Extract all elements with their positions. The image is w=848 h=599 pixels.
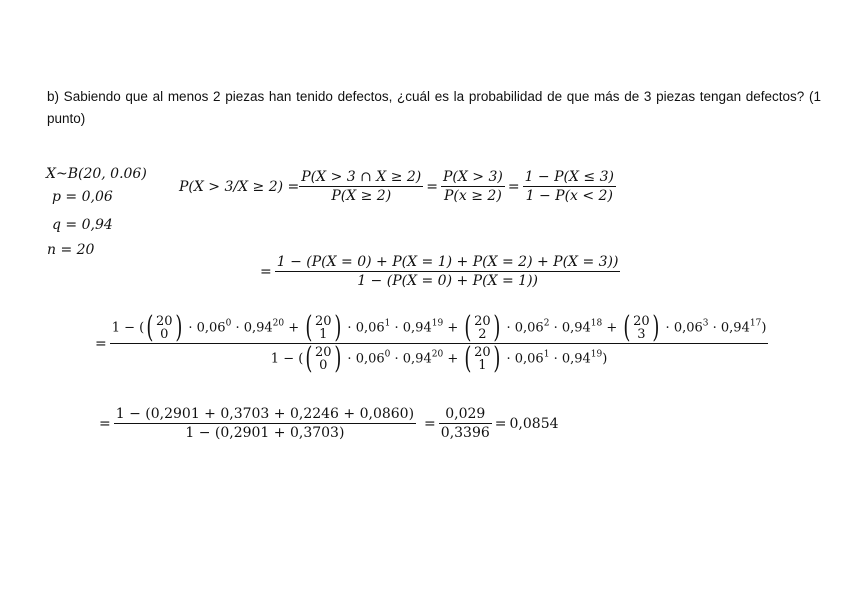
line1-f1-denominator: P(X ≥ 2) <box>331 188 392 204</box>
plus-operator: + <box>443 351 463 367</box>
left-paren: ( <box>305 310 313 345</box>
p-exponent: 1 <box>543 349 550 360</box>
q-base: 0,94 <box>243 320 273 336</box>
binomial-k: 1 <box>319 327 328 342</box>
dot-operator: · <box>549 351 562 367</box>
binomial-coefficient <box>303 341 343 376</box>
p-base: 0,06 <box>355 351 385 367</box>
close-paren: ) <box>761 320 767 336</box>
right-paren: ) <box>652 310 660 345</box>
binomial-coefficient <box>462 310 502 345</box>
binomial-n: 20 <box>315 314 332 329</box>
line1-f1-numerator: P(X > 3 ∩ X ≥ 2) <box>301 169 422 185</box>
equals-sign: = <box>95 335 107 352</box>
q-value: q = 0,94 <box>52 217 113 233</box>
dot-operator: · <box>390 320 403 336</box>
equals-sign: = <box>424 415 436 432</box>
q-exponent: 18 <box>590 318 603 329</box>
binomial-stack <box>315 315 332 341</box>
numeric-result-line <box>96 405 559 442</box>
line3-denominator <box>269 341 610 376</box>
p-base: 0,06 <box>514 351 544 367</box>
dot-operator: · <box>343 351 356 367</box>
line1-fraction-3 <box>523 168 616 205</box>
line3-numerator <box>110 310 769 345</box>
distribution-label: X~B(20, 0.06) <box>46 166 147 182</box>
left-paren: ( <box>146 310 154 345</box>
dot-operator: · <box>502 351 515 367</box>
binomial-coefficient <box>303 310 343 345</box>
binomial-n: 20 <box>315 345 332 360</box>
right-paren: ) <box>333 341 341 376</box>
dot-operator: · <box>390 351 403 367</box>
q-exponent: 20 <box>431 349 444 360</box>
p-base: 0,06 <box>196 320 226 336</box>
line4-fraction-2 <box>439 405 492 442</box>
q-exponent: 19 <box>590 349 603 360</box>
binomial-expansion-line <box>92 310 768 376</box>
p-base: 0,06 <box>673 320 703 336</box>
line4-f1-denominator: 1 − (0,2901 + 0,3703) <box>185 425 345 441</box>
line1-f3-numerator: 1 − P(X ≤ 3) <box>524 169 614 185</box>
line2-fraction <box>275 253 621 290</box>
q-base: 0,94 <box>561 320 591 336</box>
plus-operator: + <box>284 320 304 336</box>
left-paren: ( <box>623 310 631 345</box>
q-exponent: 20 <box>272 318 285 329</box>
line4-fraction-1 <box>114 405 416 442</box>
dot-operator: · <box>231 320 244 336</box>
q-base: 0,94 <box>402 351 432 367</box>
dot-operator: · <box>549 320 562 336</box>
right-paren: ) <box>174 310 182 345</box>
line2-numerator: 1 − (P(X = 0) + P(X = 1) + P(X = 2) + P(X = 3)) <box>276 254 619 270</box>
q-exponent: 19 <box>431 318 444 329</box>
dot-operator: · <box>502 320 515 336</box>
binomial-k: 1 <box>478 358 487 373</box>
line2-denominator: 1 − (P(X = 0) + P(X = 1)) <box>357 273 538 289</box>
binomial-coefficient <box>621 310 661 345</box>
equals-sign: = <box>260 263 272 280</box>
binomial-stack <box>633 315 650 341</box>
p-exponent: 3 <box>702 318 709 329</box>
left-paren: ( <box>305 341 313 376</box>
right-paren: ) <box>492 310 500 345</box>
line1-fraction-2 <box>441 168 505 205</box>
p-exponent: 2 <box>543 318 550 329</box>
close-paren: ) <box>602 351 608 367</box>
equals-sign: = <box>494 415 507 432</box>
line3-fraction <box>110 310 769 376</box>
left-paren: ( <box>464 310 472 345</box>
question-text: b) Sabiendo que al menos 2 piezas han tenido defectos, ¿cuál es la probabilidad de que más de 3 piezas tengan defectos? (1 punto) <box>47 89 821 126</box>
line1-lhs: P(X > 3/X ≥ 2) = <box>179 178 300 195</box>
p-base: 0,06 <box>355 320 385 336</box>
line4-f2-numerator: 0,029 <box>445 406 486 422</box>
p-base: 0,06 <box>514 320 544 336</box>
binomial-n: 20 <box>155 314 173 329</box>
left-paren: ( <box>464 341 472 376</box>
binomial-n: 20 <box>474 345 491 360</box>
q-base: 0,94 <box>402 320 432 336</box>
open-paren-text: 1 − ( <box>111 320 145 336</box>
p-exponent: 0 <box>225 318 232 329</box>
binomial-stack <box>474 315 491 341</box>
p-value: p = 0,06 <box>52 189 113 205</box>
p-exponent: 0 <box>384 349 391 360</box>
plus-operator: + <box>443 320 463 336</box>
dot-operator: · <box>343 320 356 336</box>
q-exponent: 17 <box>749 318 762 329</box>
line1-fraction-1 <box>299 168 423 205</box>
right-paren: ) <box>333 310 341 345</box>
expanded-probability-line <box>257 253 620 290</box>
binomial-k: 3 <box>637 327 646 342</box>
line4-f2-denominator: 0,3396 <box>440 425 490 441</box>
line1-f3-denominator: 1 − P(x < 2) <box>525 188 613 204</box>
equals-sign: = <box>99 415 111 432</box>
binomial-n: 20 <box>633 314 650 329</box>
equals-sign: = <box>507 178 520 195</box>
dot-operator: · <box>661 320 674 336</box>
binomial-coefficient <box>144 310 184 345</box>
binomial-stack <box>156 315 173 341</box>
binomial-n: 20 <box>474 314 491 329</box>
final-result: 0,0854 <box>509 415 559 432</box>
dot-operator: · <box>708 320 721 336</box>
binomial-k: 0 <box>319 358 328 373</box>
line4-f1-numerator: 1 − (0,2901 + 0,3703 + 0,2246 + 0,0860) <box>115 406 415 422</box>
right-paren: ) <box>492 341 500 376</box>
conditional-probability-line <box>179 168 616 205</box>
equals-sign: = <box>426 178 438 195</box>
open-paren-text: 1 − ( <box>270 351 304 367</box>
q-base: 0,94 <box>561 351 591 367</box>
n-value: n = 20 <box>47 242 95 258</box>
p-exponent: 1 <box>384 318 391 329</box>
binomial-k: 0 <box>160 327 169 342</box>
dot-operator: · <box>184 320 197 336</box>
binomial-stack <box>474 346 491 372</box>
line1-f2-denominator: P(x ≥ 2) <box>444 188 502 204</box>
q-base: 0,94 <box>720 320 750 336</box>
plus-operator: + <box>602 320 622 336</box>
binomial-k: 2 <box>478 327 487 342</box>
binomial-coefficient <box>462 341 502 376</box>
line1-f2-numerator: P(X > 3) <box>442 169 503 185</box>
binomial-stack <box>315 346 332 372</box>
